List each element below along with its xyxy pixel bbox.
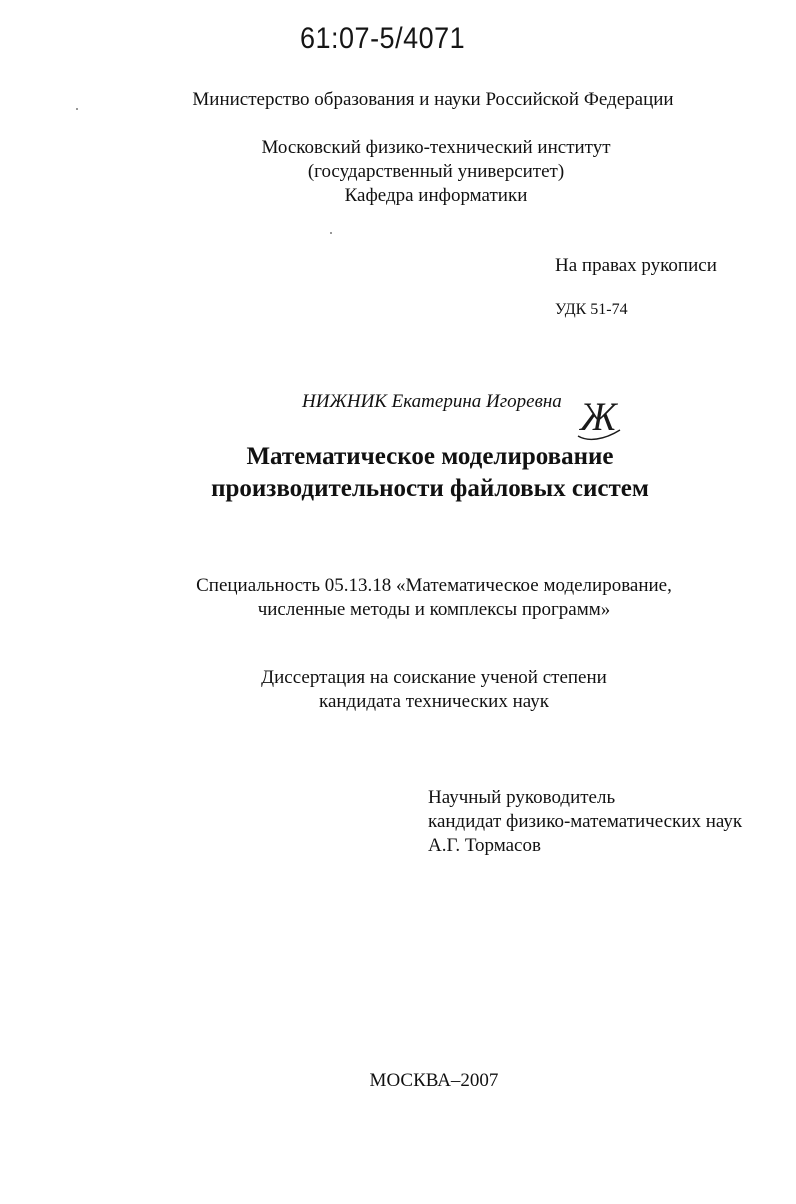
city-year: МОСКВА–2007 xyxy=(369,1070,499,1091)
supervisor-name: А.Г. Тормасов xyxy=(428,835,541,856)
udk-code: УДК 51-74 xyxy=(555,301,628,318)
archive-stamp-number: 61:07-5/4071 xyxy=(300,22,466,55)
specialty-line-1: Специальность 05.13.18 «Математическое моделирование, xyxy=(196,575,672,596)
scan-speck xyxy=(76,108,78,110)
dissertation-title-line-2: производительности файловых систем xyxy=(211,475,649,502)
author-signature xyxy=(574,390,624,442)
scan-speck xyxy=(330,232,332,234)
institute-status: (государственный университет) xyxy=(307,161,565,182)
degree-line-1: Диссертация на соискание ученой степени xyxy=(261,667,607,688)
dissertation-title-line-1: Математическое моделирование xyxy=(246,443,614,470)
author-name: НИЖНИК Екатерина Игоревна xyxy=(302,391,562,412)
manuscript-rights-note: На правах рукописи xyxy=(555,255,717,276)
institute-name: Московский физико-технический институт xyxy=(261,137,611,158)
department-name: Кафедра информатики xyxy=(344,185,528,206)
signature-glyph: Ж xyxy=(580,394,617,439)
specialty-line-2: численные методы и комплексы программ» xyxy=(257,599,611,620)
degree-line-2: кандидата технических наук xyxy=(319,691,549,712)
supervisor-role: Научный руководитель xyxy=(428,787,616,808)
supervisor-degree: кандидат физико-математических наук xyxy=(428,811,743,832)
ministry-name: Министерство образования и науки Российской Федерации xyxy=(192,89,674,110)
